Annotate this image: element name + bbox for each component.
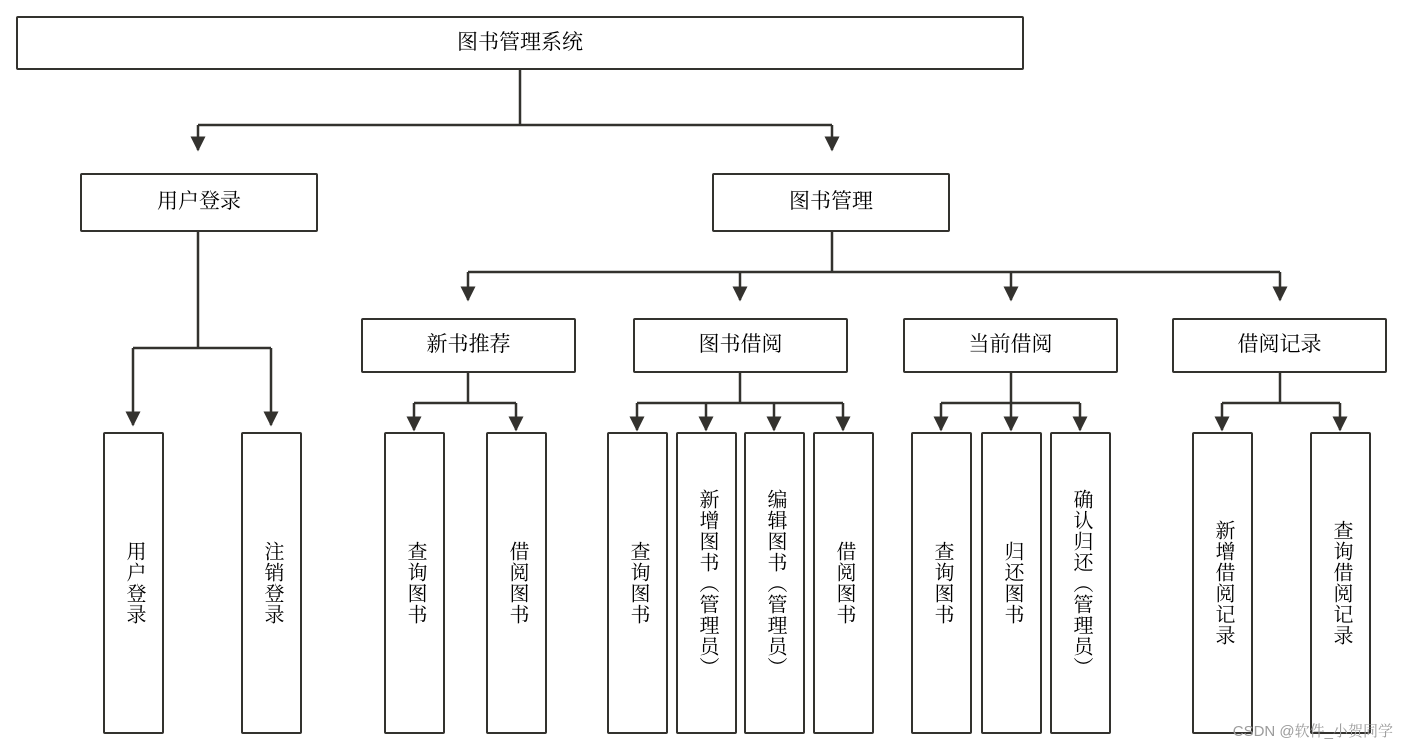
node-book-borrow[interactable]	[633, 318, 848, 373]
node-book-management[interactable]	[712, 173, 950, 232]
leaf-book-borrow-borrow-book[interactable]	[813, 432, 874, 734]
leaf-label: 新增图书（管理员）	[696, 488, 718, 678]
leaf-book-borrow-edit-book[interactable]	[744, 432, 805, 734]
leaf-label: 查询图书	[404, 541, 426, 625]
leaf-label: 新增借阅记录	[1212, 520, 1234, 646]
leaf-label: 借阅图书	[833, 541, 855, 625]
node-new-book-recommendation-label: 新书推荐	[426, 333, 511, 357]
leaf-label: 注销登录	[261, 541, 283, 625]
leaf-user-login-logout[interactable]	[241, 432, 302, 734]
node-borrow-record[interactable]	[1172, 318, 1387, 373]
leaf-label: 查询借阅记录	[1330, 520, 1352, 646]
node-current-borrow[interactable]	[903, 318, 1118, 373]
node-user-login[interactable]	[80, 173, 318, 232]
leaf-current-borrow-confirm-return[interactable]	[1050, 432, 1111, 734]
watermark: CSDN @软件_小贺同学	[1232, 723, 1393, 740]
leaf-user-login-login[interactable]	[103, 432, 164, 734]
node-borrow-record-label: 借阅记录	[1237, 333, 1322, 357]
leaf-book-borrow-query-book[interactable]	[607, 432, 668, 734]
leaf-borrow-record-query-record[interactable]	[1310, 432, 1371, 734]
leaf-new-book-query-book[interactable]	[384, 432, 445, 734]
leaf-label: 确认归还（管理员）	[1070, 488, 1092, 678]
node-new-book-recommendation[interactable]	[361, 318, 576, 373]
node-user-login-label: 用户登录	[157, 190, 241, 214]
node-book-borrow-label: 图书借阅	[698, 333, 783, 357]
leaf-current-borrow-return-book[interactable]	[981, 432, 1042, 734]
node-root[interactable]	[16, 16, 1024, 70]
leaf-label: 编辑图书（管理员）	[764, 488, 786, 678]
leaf-label: 查询图书	[627, 541, 649, 625]
leaf-book-borrow-add-book[interactable]	[676, 432, 737, 734]
leaf-current-borrow-query-book[interactable]	[911, 432, 972, 734]
leaf-label: 借阅图书	[506, 541, 528, 625]
leaf-new-book-borrow-book[interactable]	[486, 432, 547, 734]
node-root-label: 图书管理系统	[457, 30, 583, 54]
leaf-borrow-record-add-record[interactable]	[1192, 432, 1253, 734]
leaf-label: 查询图书	[931, 541, 953, 625]
node-book-management-label: 图书管理	[789, 190, 873, 214]
leaf-label: 用户登录	[123, 541, 145, 625]
leaf-label: 归还图书	[1001, 541, 1023, 625]
node-current-borrow-label: 当前借阅	[968, 333, 1053, 357]
